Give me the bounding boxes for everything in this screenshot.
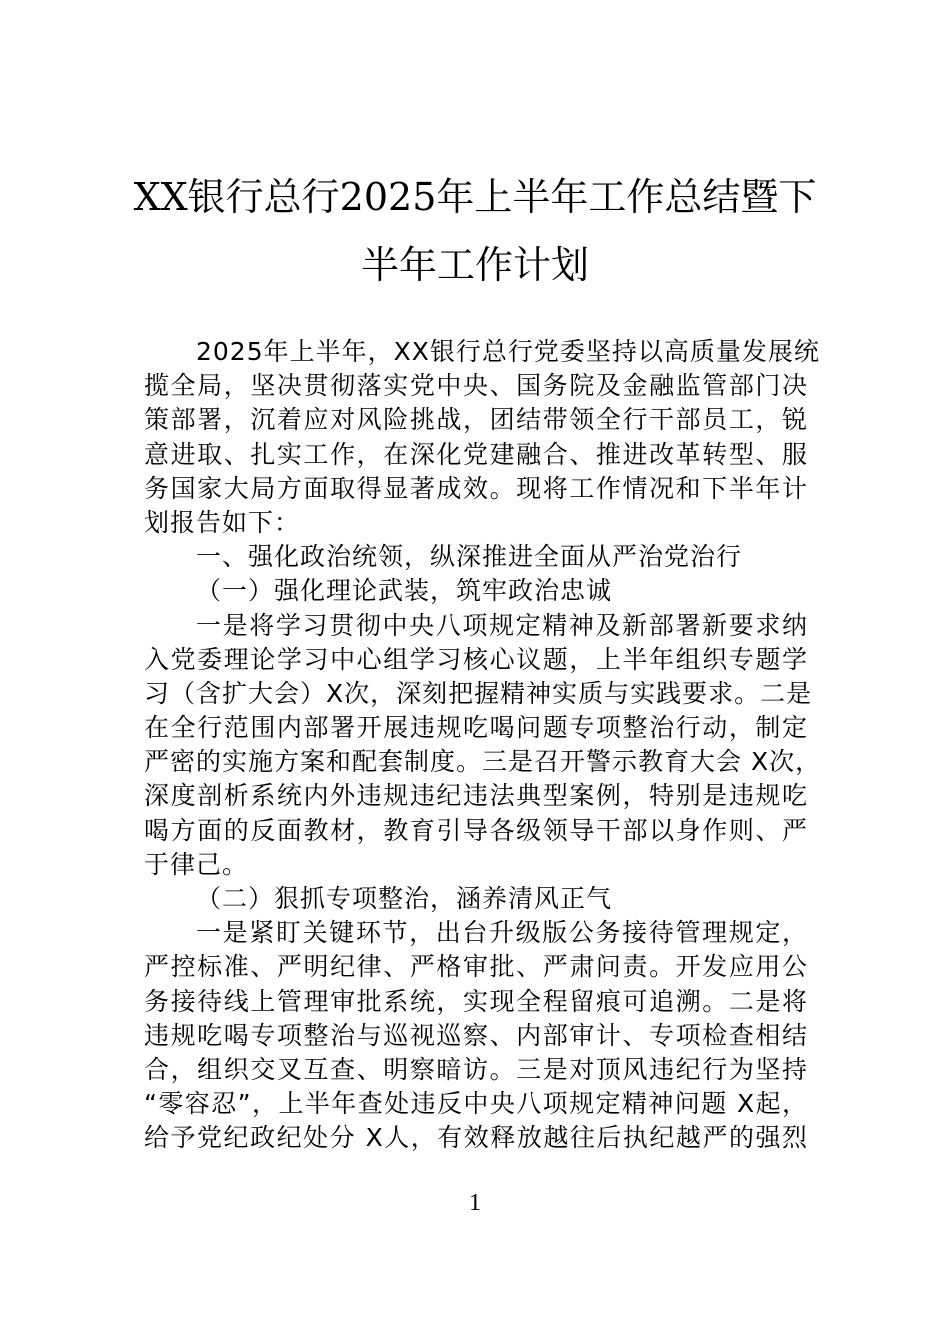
paragraph-line: 深度剖析系统内外违规违纪违法典型案例，特别是违规吃: [144, 781, 808, 811]
paragraph-line: 务国家大局方面取得显著成效。现将工作情况和下半年计: [144, 473, 808, 503]
paragraph-line: 划报告如下：: [144, 507, 301, 537]
paragraph-line: 合，组织交叉互查、明察暗访。三是对顶风违纪行为坚持: [144, 1054, 808, 1084]
document-body: [144, 335, 822, 1156]
paragraph-line: “零容忍”，上半年查处违反中央八项规定精神问题 X起，: [144, 1089, 808, 1119]
paragraph-line: 策部署，沉着应对风险挑战，团结带领全行干部员工，锐: [144, 405, 808, 435]
section-heading: 一、强化政治统领，纵深推进全面从严治党治行: [196, 542, 743, 572]
paragraph-line: 喝方面的反面教材，教育引导各级领导干部以身作则、严: [144, 815, 808, 845]
paragraph-line: 2025年上半年，XX银行总行党委坚持以高质量发展统: [196, 337, 820, 366]
paragraph-line: 严密的实施方案和配套制度。三是召开警示教育大会 X次，: [144, 747, 822, 777]
paragraph-line: 在全行范围内部署开展违规吃喝问题专项整治行动，制定: [144, 713, 808, 743]
subsection-heading: （二）狠抓专项整治，涵养清风正气: [196, 884, 613, 913]
document-title-line-1: XX银行总行2025年上半年工作总结暨下: [133, 175, 817, 219]
paragraph-line: 揽全局，坚决贯彻落实党中央、国务院及金融监管部门决: [144, 371, 808, 401]
paragraph-line: 入党委理论学习中心组学习核心议题，上半年组织专题学: [144, 644, 808, 674]
paragraph-line: 违规吃喝专项整治与巡视巡察、内部审计、专项检查相结: [144, 1020, 808, 1050]
subsection-heading: （一）强化理论武装，筑牢政治忠诚: [196, 576, 613, 606]
paragraph-line: 习（含扩大会）X次，深刻把握精神实质与实践要求。二是: [144, 678, 813, 708]
paragraph-line: 意进取、扎实工作，在深化党建融合、推进改革转型、服: [144, 439, 808, 469]
paragraph-line: 于律己。: [144, 849, 249, 879]
paragraph-line: 务接待线上管理审批系统，实现全程留痕可追溯。二是将: [144, 986, 808, 1016]
paragraph-line: 一是将学习贯彻中央八项规定精神及新部署新要求纳: [196, 610, 808, 640]
document-title-line-2: 半年工作计划: [360, 243, 589, 287]
paragraph-line: 一是紧盯关键环节，出台升级版公务接待管理规定，: [196, 918, 808, 948]
paragraph-line: 给予党纪政纪处分 X人，有效释放越往后执纪越严的强烈: [144, 1123, 808, 1153]
page-number: 1: [469, 1190, 481, 1216]
paragraph-line: 严控标准、严明纪律、严格审批、严肃问责。开发应用公: [144, 952, 808, 982]
